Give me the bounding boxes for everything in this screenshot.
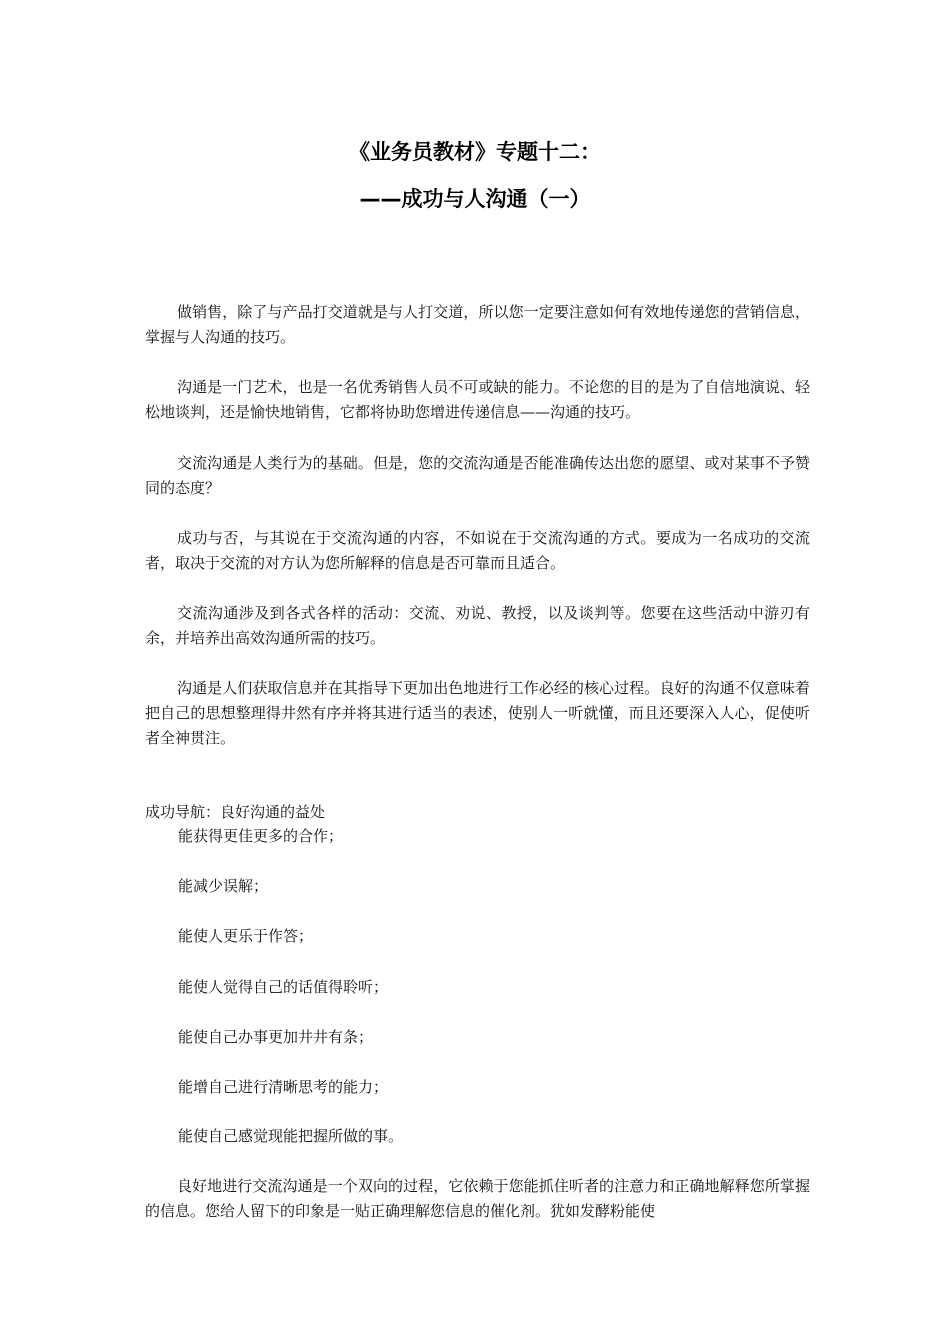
benefits-heading: 成功导航：良好沟通的益处 [145,803,326,821]
paragraph-activities: 交流沟通涉及到各式各样的活动：交流、劝说、教授，以及谈判等。您要在这些活动中游刃有余，并培养出高效沟通所需的技巧。 [145,604,810,647]
document-subtitle: ——成功与人沟通（一） [359,187,591,211]
benefit-item: 能减少误解； [178,877,269,895]
paragraph-basis: 交流沟通是人类行为的基础。但是，您的交流沟通是否能准确传达出您的愿望、或对某事不予赞同的态度？ [145,454,810,497]
document-title: 《业务员教材》专题十二： [349,140,601,164]
benefit-item: 能使人更乐于作答； [178,927,314,945]
paragraph-intro: 做销售，除了与产品打交道就是与人打交道，所以您一定要注意如何有效地传递您的营销信息，掌握与人沟通的技巧。 [145,303,810,346]
benefit-item: 能使自己感觉现能把握所做的事。 [178,1127,404,1145]
paragraph-art: 沟通是一门艺术，也是一名优秀销售人员不可或缺的能力。不论您的目的是为了自信地演说、轻松地谈判，还是愉快地销售，它都将协助您增进传递信息——沟通的技巧。 [145,378,810,421]
benefit-item: 能使自己办事更加井井有条； [178,1028,374,1046]
paragraph-core-process: 沟通是人们获取信息并在其指导下更加出色地进行工作必经的核心过程。良好的沟通不仅意味着把自己的思想整理得井然有序并将其进行适当的表述，使别人一听就懂，而且还要深入人心，促使听者全神贯注。 [145,679,810,747]
benefit-item: 能增自己进行清晰思考的能力； [178,1078,389,1096]
benefit-item: 能获得更佳更多的合作； [178,827,344,845]
benefit-item: 能使人觉得自己的话值得聆听； [178,978,389,996]
paragraph-success: 成功与否，与其说在于交流沟通的内容，不如说在于交流沟通的方式。要成为一名成功的交流者，取决于交流的对方认为您所解释的信息是否可靠而且适合。 [145,529,810,572]
paragraph-two-way: 良好地进行交流沟通是一个双向的过程，它依赖于您能抓住听者的注意力和正确地解释您所掌握的信息。您给人留下的印象是一贴正确理解您信息的催化剂。犹如发酵粉能使 [145,1177,810,1220]
